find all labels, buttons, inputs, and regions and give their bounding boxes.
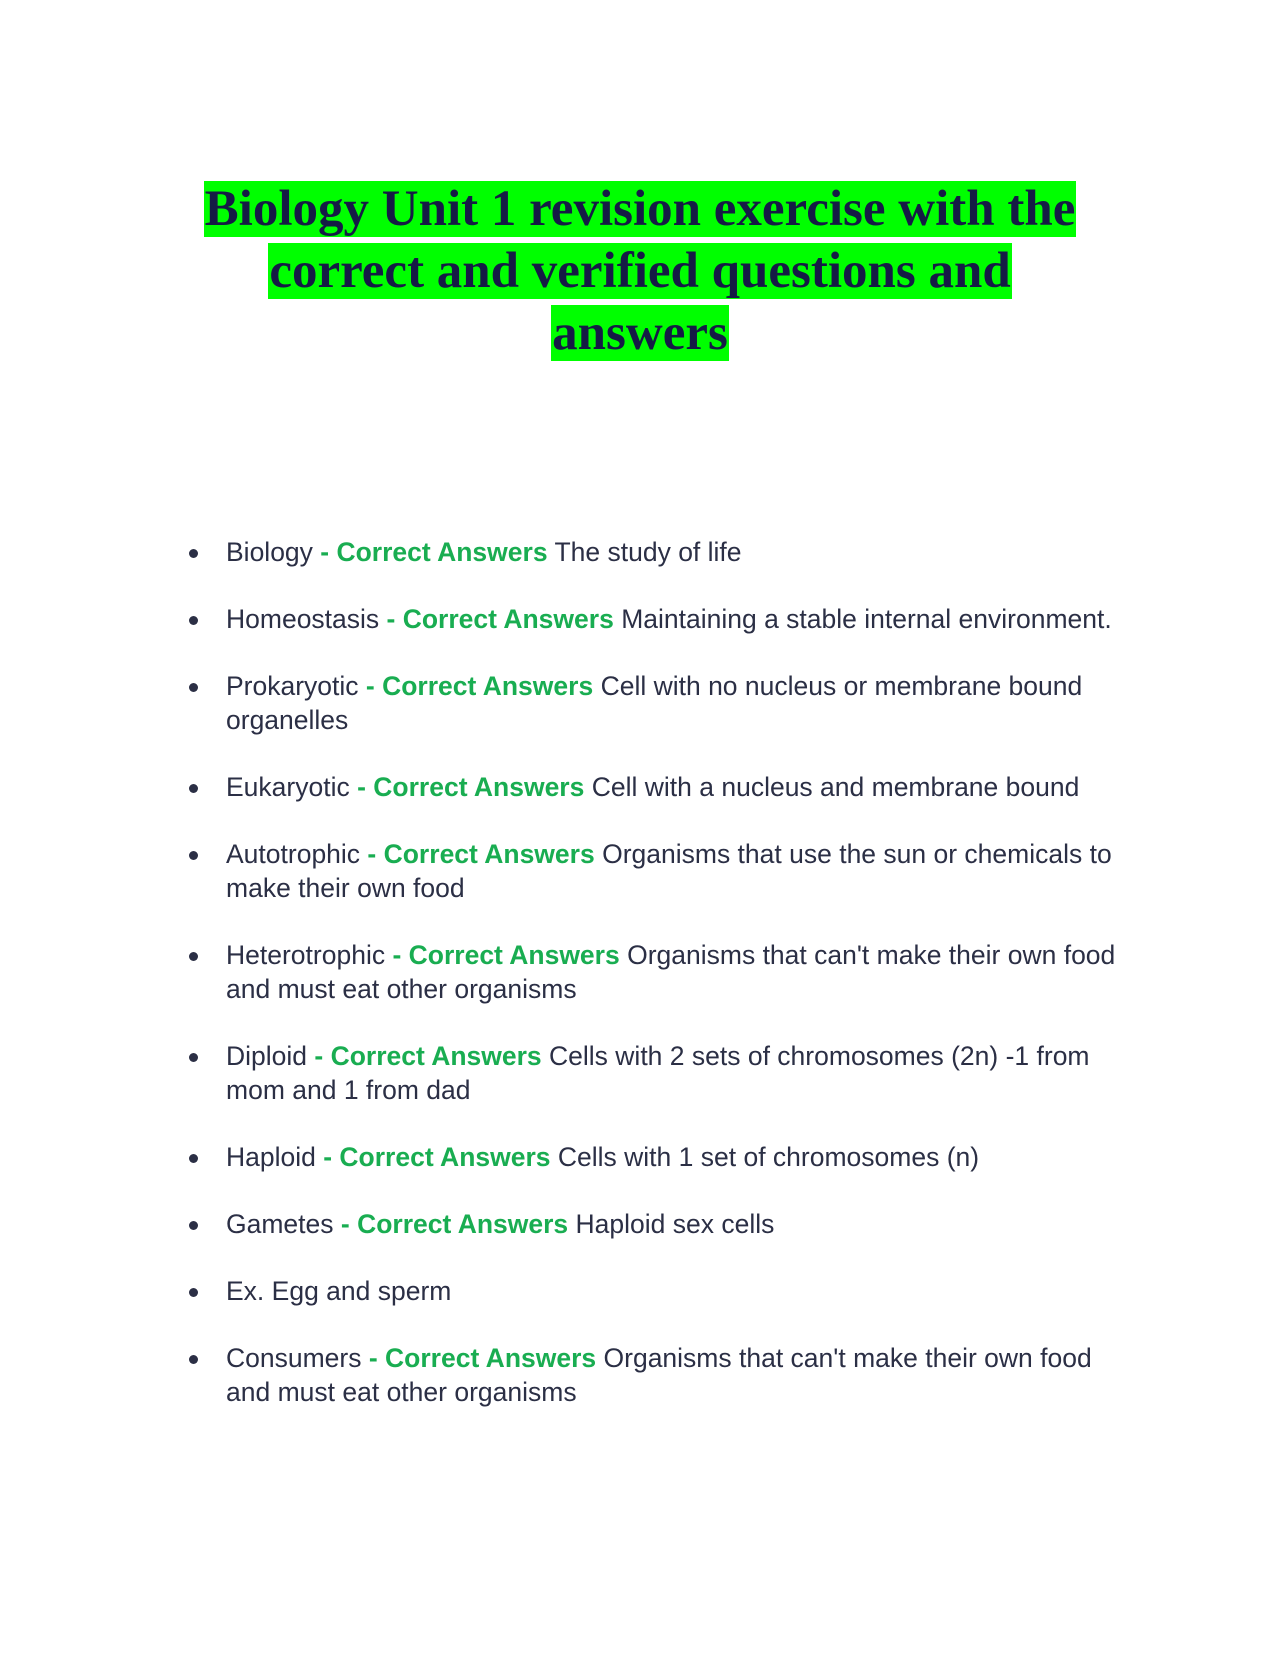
definition: The study of life: [547, 537, 742, 567]
list-item: [180, 837, 1130, 905]
title-line-1: Biology Unit 1 revision exercise with the: [204, 181, 1076, 237]
term: Biology: [226, 537, 313, 567]
term: Heterotrophic: [226, 940, 386, 970]
list-item: [180, 1207, 1130, 1241]
term: Prokaryotic: [226, 671, 359, 701]
definition: Cell with no nucleus or membrane bound organelles: [226, 671, 1083, 735]
term: Consumers: [226, 1343, 362, 1373]
term: Eukaryotic: [226, 772, 350, 802]
list-item: [180, 535, 1130, 569]
answer-separator: - Correct Answers: [349, 772, 585, 802]
term: Homeostasis: [226, 604, 380, 634]
answer-separator: - Correct Answers: [385, 940, 620, 970]
answer-separator: - Correct Answers: [315, 1142, 551, 1172]
list-item: [180, 1341, 1130, 1409]
answer-separator: - Correct Answers: [358, 671, 594, 701]
title-line-3: answers: [552, 305, 728, 361]
title-line-2: correct and verified questions and: [269, 243, 1011, 299]
list-item: [180, 602, 1130, 636]
list-item: [180, 1039, 1130, 1107]
list-item: [180, 938, 1130, 1006]
term: Gametes: [226, 1209, 334, 1239]
list-item: [180, 1140, 1130, 1174]
definition: Cells with 1 set of chromosomes (n): [550, 1142, 980, 1172]
definition: Cells with 2 sets of chromosomes (2n) -1 from mom and 1 from dad: [226, 1041, 1090, 1105]
definition: Organisms that can't make their own food and must eat other organisms: [226, 940, 1116, 1004]
answer-separator: - Correct Answers: [307, 1041, 542, 1071]
definition: Haploid sex cells: [568, 1209, 775, 1239]
answer-separator: - Correct Answers: [360, 839, 595, 869]
term: Diploid: [226, 1041, 308, 1071]
definition: Cell with a nucleus and membrane bound: [584, 772, 1080, 802]
definition: Organisms that use the sun or chemicals to make their own food: [226, 839, 1112, 903]
definition: Organisms that can't make their own food and must eat other organisms: [226, 1343, 1092, 1407]
term: Ex. Egg and sperm: [226, 1276, 452, 1306]
qa-list: [180, 535, 1130, 1442]
term: Autotrophic: [226, 839, 361, 869]
list-item: [180, 770, 1130, 804]
term: Haploid: [226, 1142, 316, 1172]
list-item: [180, 1274, 1130, 1308]
answer-separator: - Correct Answers: [333, 1209, 569, 1239]
answer-separator: - Correct Answers: [361, 1343, 597, 1373]
document-title: [150, 178, 1130, 364]
answer-separator: - Correct Answers: [312, 537, 548, 567]
definition: Maintaining a stable internal environment.: [613, 604, 1112, 634]
list-item: [180, 669, 1130, 737]
answer-separator: - Correct Answers: [379, 604, 614, 634]
